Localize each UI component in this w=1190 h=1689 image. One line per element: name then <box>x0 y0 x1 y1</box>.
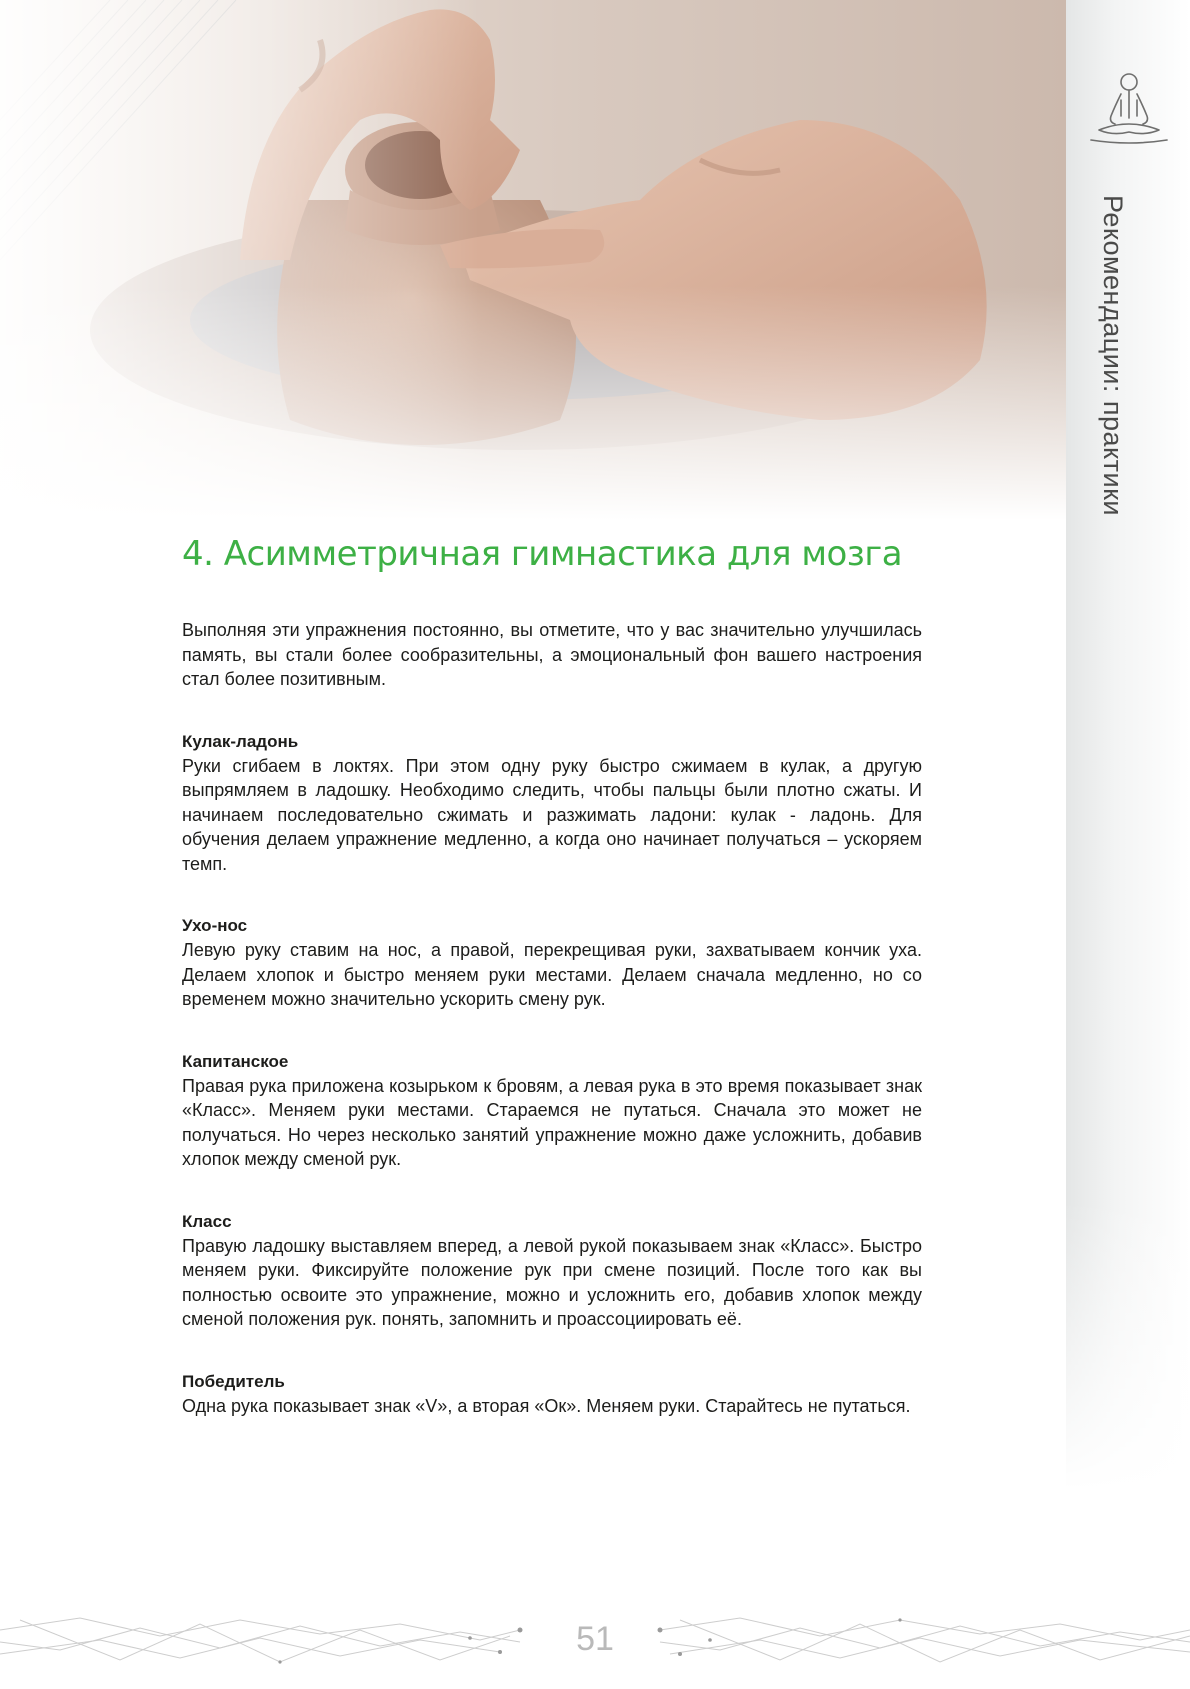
meditation-icon <box>1085 70 1173 150</box>
exercise-title: Капитанское <box>182 1051 289 1071</box>
exercise-text: Правая рука приложена козырьком к бровям, а левая рука в это время показывает знак «Класс». Меняем руки местами. Стараемся не путаться. Сначала это может не получаться. Но через несколько занятий упражнение можно даже усложнить, добавив хлопок между сменой рук. <box>182 1075 922 1169</box>
exercise-title: Ухо-нос <box>182 916 248 935</box>
exercise-section <box>182 730 922 877</box>
exercise-text: Правую ладошку выставляем вперед, а левой рукой показываем знак «Класс». Быстро меняем руки. Фиксируйте положение рук при смене позиций. После того как вы полностью освоите это упражнение, можно и усложнить его, добавив хлопок между сменой положения рук. понять, запомнить и проассоциировать её. <box>182 1235 922 1329</box>
page-heading: 4. Асимметричная гимнастика для мозга <box>182 534 903 574</box>
exercise-text: Левую руку ставим на нос, а правой, перекрещивая руки, захватываем кончик уха. Делаем хлопок и быстро меняем руки местами. Делаем сначала медленно, но со временем можно значительно ускорить смену рук. <box>182 940 922 1009</box>
exercise-title: Кулак-ладонь <box>182 731 299 751</box>
exercise-section <box>182 1370 922 1419</box>
intro-paragraph: Выполняя эти упражнения постоянно, вы отметите, что у вас значительно улучшилась память, вы стали более сообразительны, а эмоциональный фон вашего настроения стал более позитивным. <box>182 620 922 689</box>
page-number: 51 <box>576 1620 614 1658</box>
exercise-section <box>182 1210 922 1332</box>
section-title-vertical: Рекомендации: практики <box>1098 195 1128 516</box>
exercise-section <box>182 1050 922 1172</box>
exercise-text: Одна рука показывает знак «V», а вторая «Ок». Меняем руки. Старайтесь не путаться. <box>182 1395 911 1416</box>
exercise-title: Победитель <box>182 1371 285 1391</box>
exercise-title: Класс <box>182 1211 232 1231</box>
exercise-section <box>182 914 922 1012</box>
article <box>182 530 922 1418</box>
pottery-hands-image <box>0 0 1066 520</box>
exercise-text: Руки сгибаем в локтях. При этом одну руку быстро сжимаем в кулак, а другую выпрямляем в ладошку. Необходимо следить, чтобы пальцы были плотно сжаты. И начинаем последовательно сжимать и разжимать ладони: кулак - ладонь. Для обучения делаем упражнение медленно, а когда оно начинает получаться – ускоряем темп. <box>182 755 922 874</box>
